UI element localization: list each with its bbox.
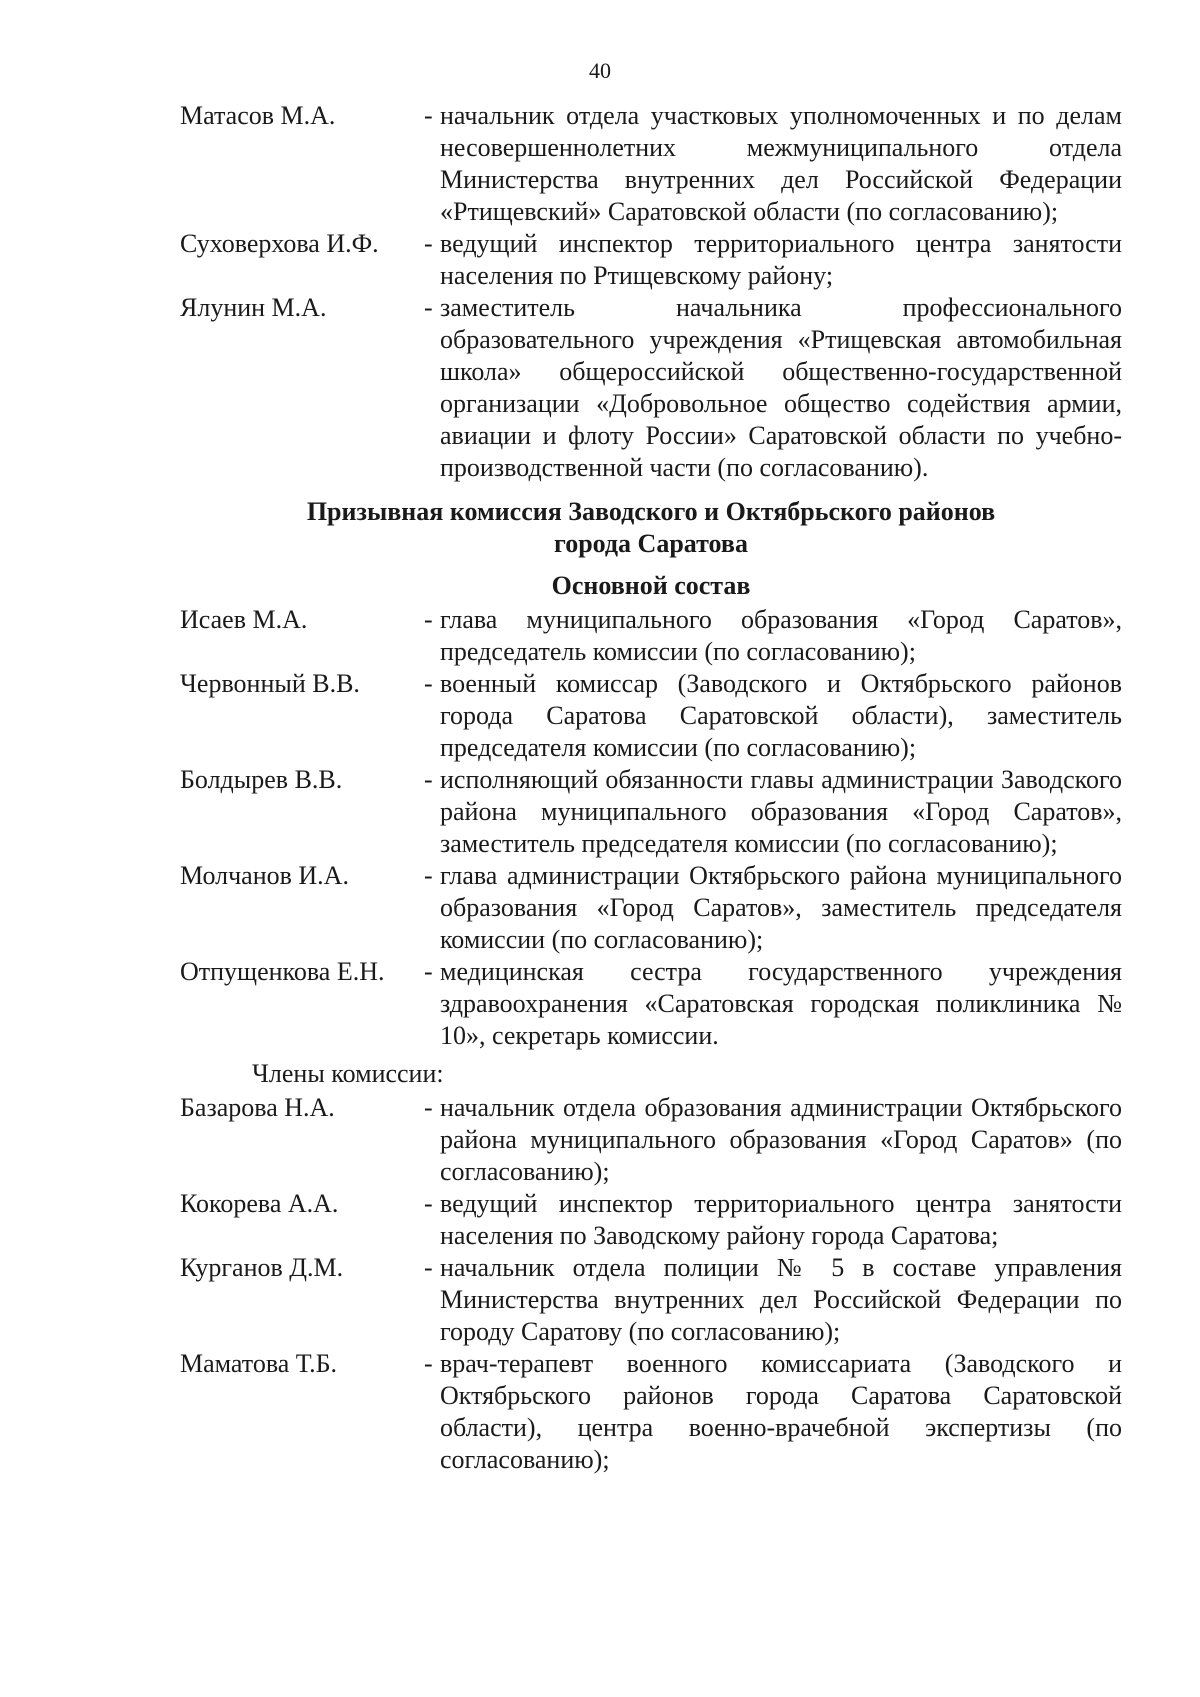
dash: -	[424, 669, 433, 698]
dash: -	[424, 765, 433, 794]
entries-members	[180, 1092, 1122, 1476]
member-name: Базарова Н.А.	[180, 1093, 335, 1122]
subsection-heading	[180, 570, 1122, 602]
list-item	[180, 1092, 1122, 1188]
list-item	[180, 228, 1122, 292]
member-name: Болдырев В.В.	[180, 765, 343, 794]
member-name: Маматова Т.Б.	[180, 1349, 338, 1378]
page-number: 40	[589, 58, 611, 83]
member-name: Курганов Д.М.	[180, 1253, 344, 1282]
list-item	[180, 668, 1122, 764]
member-role: военный комиссар (Заводского и Октябрьского районов города Саратова Саратовской области), заместитель председателя комиссии (по согласованию);	[440, 669, 1122, 762]
list-item	[180, 1252, 1122, 1348]
member-role: начальник отдела участковых уполномоченных и по делам несовершеннолетних межмуниципального отдела Министерства внутренних дел Российской Федерации «Ртищевский» Саратовской области (по согласованию);	[440, 101, 1122, 226]
entries-top	[180, 100, 1122, 484]
member-name: Матасов М.А.	[180, 101, 336, 130]
dash: -	[424, 293, 433, 322]
member-role: исполняющий обязанности главы администрации Заводского района муниципального образования «Город Саратов», заместитель председателя комиссии (по согласованию);	[440, 765, 1122, 858]
member-role: глава администрации Октябрьского района муниципального образования «Город Саратов», заместитель председателя комиссии (по согласованию);	[440, 861, 1122, 954]
member-role: медицинская сестра государственного учреждения здравоохранения «Саратовская городская поликлиника № 10», секретарь комиссии.	[440, 957, 1122, 1050]
dash: -	[424, 101, 433, 130]
member-name: Суховерхова И.Ф.	[180, 229, 379, 258]
dash: -	[424, 957, 433, 986]
section-title-line2: города Саратова	[554, 529, 748, 558]
member-role: ведущий инспектор территориального центра занятости населения по Заводскому району города Саратова;	[440, 1189, 1122, 1250]
list-item	[180, 292, 1122, 484]
member-role: ведущий инспектор территориального центра занятости населения по Ртищевскому району;	[440, 229, 1122, 290]
entries-main	[180, 604, 1122, 1052]
subsection-title: Основной состав	[551, 571, 751, 600]
list-item	[180, 956, 1122, 1052]
list-item	[180, 604, 1122, 668]
member-name: Червонный В.В.	[180, 669, 360, 698]
list-item	[180, 1348, 1122, 1476]
list-item	[180, 860, 1122, 956]
member-role: начальник отдела образования администрации Октябрьского района муниципального образования «Город Саратов» (по согласованию);	[440, 1093, 1122, 1186]
dash: -	[424, 861, 433, 890]
dash: -	[424, 229, 433, 258]
list-item	[180, 764, 1122, 860]
member-role: врач-терапевт военного комиссариата (Заводского и Октябрьского районов города Саратова Саратовской области), центра военно-врачебной экспертизы (по согласованию);	[440, 1349, 1122, 1474]
member-name: Исаев М.А.	[180, 605, 308, 634]
member-name: Кокорева А.А.	[180, 1189, 339, 1218]
members-label: Члены комиссии:	[252, 1059, 444, 1088]
list-item	[180, 1188, 1122, 1252]
member-role: глава муниципального образования «Город Саратов», председатель комиссии (по согласованию);	[440, 605, 1122, 666]
dash: -	[424, 1093, 433, 1122]
dash: -	[424, 1189, 433, 1218]
member-name: Отпущенкова Е.Н.	[180, 957, 385, 986]
section-heading	[180, 496, 1122, 560]
dash: -	[424, 1349, 433, 1378]
dash: -	[424, 1253, 433, 1282]
member-role: начальник отдела полиции № 5 в составе управления Министерства внутренних дел Российской Федерации по городу Саратову (по согласованию);	[440, 1253, 1122, 1346]
list-item	[180, 100, 1122, 228]
member-name: Молчанов И.А.	[180, 861, 349, 890]
member-role: заместитель начальника профессионального образовательного учреждения «Ртищевская автомобильная школа» общероссийской общественно-государственной организации «Добровольное общество содействия армии, авиации и флоту России» Саратовской области по учебно-производственной части (по согласованию).	[440, 293, 1122, 482]
member-name: Ялунин М.А.	[180, 293, 327, 322]
dash: -	[424, 605, 433, 634]
section-title-line1: Призывная комиссия Заводского и Октябрьского районов	[306, 497, 996, 526]
